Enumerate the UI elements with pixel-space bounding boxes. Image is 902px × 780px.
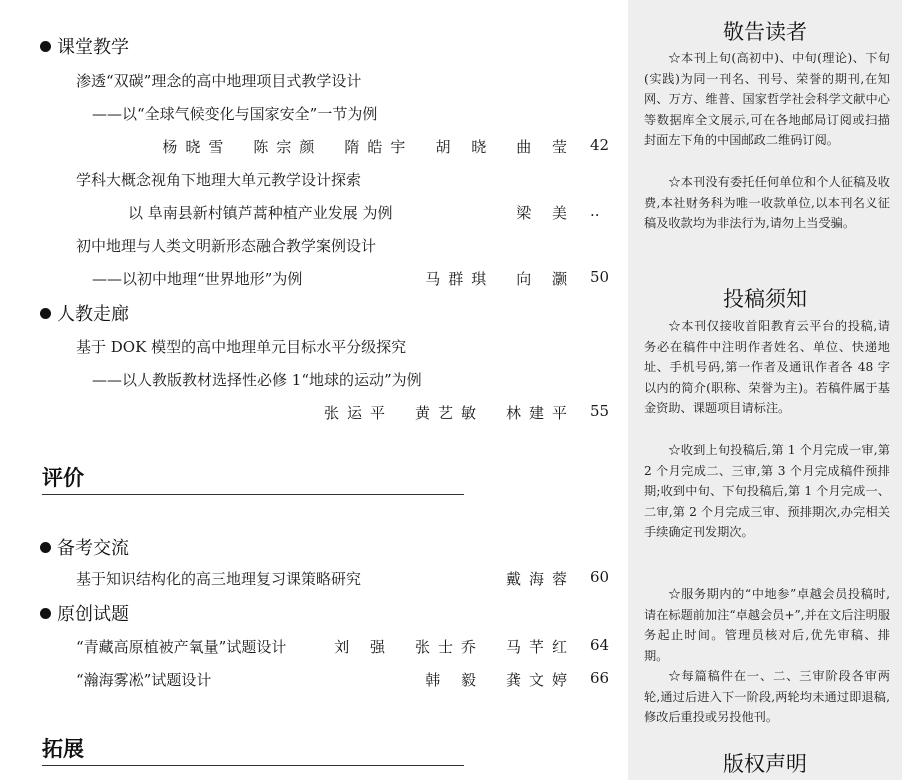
article-authors: 戴海蓉 xyxy=(505,570,575,588)
article-authors: 杨晓雪 陈宗颜 隋皓宇 胡 晓 曲 莹 xyxy=(162,138,575,156)
section-heading: 人教走廊 xyxy=(40,300,129,326)
article-subtitle: ——以人教版教材选择性必修 1“地球的运动”为例 xyxy=(92,371,422,389)
page-number: 64 xyxy=(590,636,610,654)
page-number: 60 xyxy=(590,568,610,586)
article-title[interactable]: 初中地理与人类文明新形态融合教学案例设计 xyxy=(76,237,377,255)
article-title[interactable]: 渗透“双碳”理念的高中地理项目式教学设计 xyxy=(76,72,362,90)
notice-paragraph: ☆服务期内的“中地参”卓越会员投稿时,请在标题前加注“卓越会员+”,并在文后注明服务起止时间。管理员核对后,优先审稿、排期。 xyxy=(644,587,890,663)
article-authors: 张运平 黄艺敏 林建平 xyxy=(323,404,575,422)
part-heading: 拓展 xyxy=(42,733,464,766)
page-number: 55 xyxy=(590,402,610,420)
page-number: 42 xyxy=(590,136,610,154)
article-title[interactable]: “青藏高原植被产氧量”试题设计 xyxy=(76,638,287,656)
section-heading: 原创试题 xyxy=(40,600,129,626)
bullet-icon xyxy=(40,608,51,619)
bullet-icon xyxy=(40,542,51,553)
notice-paragraph: ☆本刊上旬(高初中)、中旬(理论)、下旬(实践)为同一刊名、刊号、荣誉的期刊,在知网、万方、维普、国家哲学社会科学文献中心等数据库全文展示,可在各地邮局订阅或扫描封面左下角的中国邮政二维码订阅。 xyxy=(644,51,890,147)
article-title[interactable]: 基于 DOK 模型的高中地理单元目标水平分级探究 xyxy=(76,338,407,356)
article-authors: 马群琪 向 灏 xyxy=(425,270,575,288)
notice-paragraph: ☆收到上旬投稿后,第 1 个月完成一审,第 2 个月完成二、三审,第 3 个月完成稿件预排期;收到中旬、下旬投稿后,第 1 个月完成一、二审,第 2 个月完成三审、预排期次,办完相关手续确定刊发期次。 xyxy=(644,443,890,539)
article-title[interactable]: 基于知识结构化的高三地理复习课策略研究 xyxy=(76,570,362,588)
article-title[interactable]: “瀚海雾凇”试题设计 xyxy=(76,671,212,689)
article-subtitle: ——以初中地理“世界地形”为例 xyxy=(92,270,303,288)
notice-title: 敬告读者 xyxy=(723,20,807,44)
article-title[interactable]: 学科大概念视角下地理大单元教学设计探索 xyxy=(76,171,362,189)
article-authors: 刘 强 张士乔 马芊红 xyxy=(334,638,575,656)
article-subtitle: ——以“全球气候变化与国家安全”一节为例 xyxy=(92,105,378,123)
notice-paragraph: ☆本刊没有委托任何单位和个人征稿及收费,本社财务科为唯一收款单位,以本刊名义征稿及收款均为非法行为,请勿上当受骗。 xyxy=(644,175,890,230)
notice-title: 投稿须知 xyxy=(723,287,807,311)
page-number: .. xyxy=(590,202,600,220)
article-subtitle: 以 阜南县新村镇芦蒿种植产业发展 为例 xyxy=(128,204,393,222)
notice-paragraph: ☆每篇稿件在一、二、三审阶段各审两轮,通过后进入下一阶段,两轮均未通过即退稿,修改后重投或另投他刊。 xyxy=(644,669,890,724)
page-number: 50 xyxy=(590,268,610,286)
article-authors: 梁 美 xyxy=(516,204,575,222)
bullet-icon xyxy=(40,308,51,319)
section-heading: 课堂教学 xyxy=(40,33,129,59)
bullet-icon xyxy=(40,41,51,52)
notice-title: 版权声明 xyxy=(723,752,807,776)
section-heading: 备考交流 xyxy=(40,534,129,560)
page-number: 66 xyxy=(590,669,610,687)
article-authors: 韩 毅 龚文婷 xyxy=(425,671,575,689)
part-heading: 评价 xyxy=(42,462,464,495)
notice-sidebar xyxy=(628,0,902,780)
notice-paragraph: ☆本刊仅接收首阳教育云平台的投稿,请务必在稿件中注明作者姓名、单位、快递地址、手机号码,第一作者及通讯作者各 48 字以内的简介(职称、荣誉为主)。若稿件属于基金资助、课题项目请标注。 xyxy=(644,319,890,415)
